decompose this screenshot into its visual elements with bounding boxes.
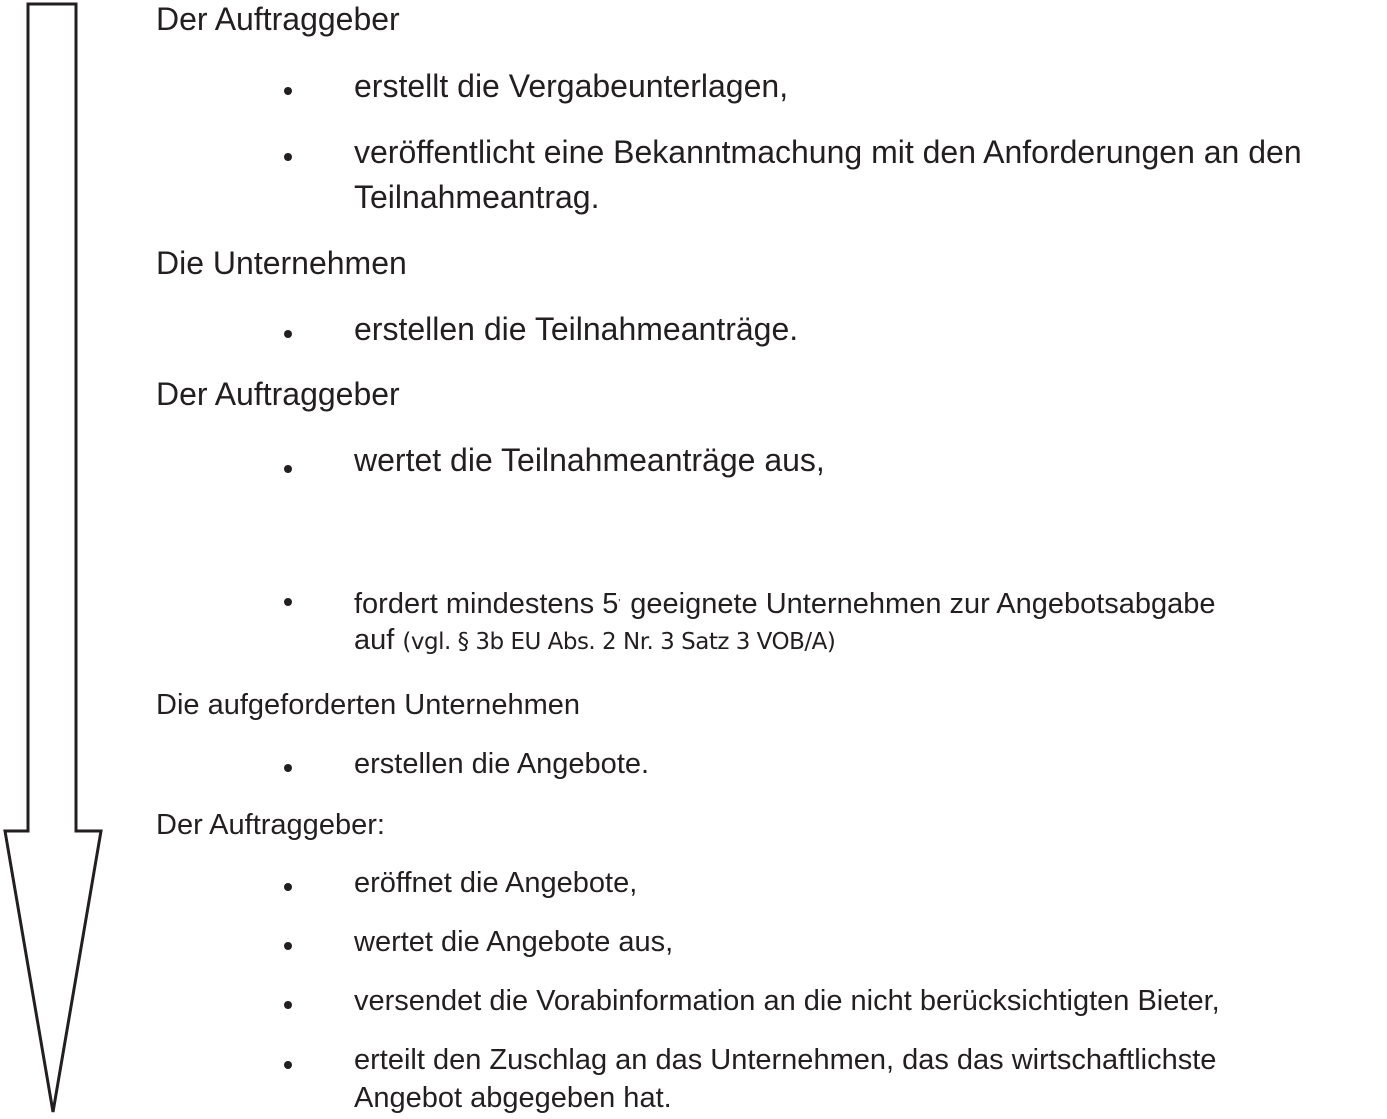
bullet-dot	[284, 942, 292, 950]
list-item-bekanntmachung-line2: Teilnahmeantrag.	[354, 179, 600, 215]
bullet-dot	[284, 598, 292, 606]
list-item-zuschlag-line2: Angebot abgegeben hat.	[354, 1082, 672, 1114]
list-item-teilnahmeantraege-erstellen: erstellen die Teilnahmeanträge.	[354, 311, 799, 347]
list-item-angebote-auswerten: wertet die Angebote aus,	[354, 926, 674, 958]
section-heading-auftraggeber-1: Der Auftraggeber	[156, 1, 400, 37]
aufforderung-text-b: geeignete Unternehmen zur Angebotsabgabe	[630, 588, 1216, 620]
list-item-teilnahmeantraege-auswerten: wertet die Teilnahmeanträge aus,	[354, 442, 825, 478]
bullet-dot	[284, 883, 292, 891]
bullet-dot	[284, 87, 292, 95]
bullet-dot	[284, 1061, 292, 1069]
legal-reference: (vgl. § 3b EU Abs. 2 Nr. 3 Satz 3 VOB/A)	[402, 629, 836, 655]
section-heading-auftraggeber-2: Der Auftraggeber	[156, 376, 400, 412]
list-item-angebote-erstellen: erstellen die Angebote.	[354, 748, 650, 780]
aufforderung-text-auf: auf	[354, 624, 395, 656]
list-item-vergabeunterlagen: erstellt die Vergabeunterlagen,	[354, 68, 789, 104]
list-item-bekanntmachung-line1: veröffentlicht eine Bekanntmachung mit den Anforderungen an den	[354, 134, 1302, 170]
bullet-dot	[284, 764, 292, 772]
section-heading-unternehmen: Die Unternehmen	[156, 245, 407, 281]
bullet-dot	[284, 1001, 292, 1009]
footnote-mark: '	[618, 598, 621, 609]
list-item-vorabinformation: versendet die Vorabinformation an die nicht berücksichtigten Bieter,	[354, 985, 1220, 1017]
down-arrow-icon	[0, 0, 110, 1119]
list-item-aufforderung-line2	[354, 623, 835, 659]
list-item-aufforderung-line1	[354, 587, 1216, 621]
section-heading-auftraggeber-3: Der Auftraggeber:	[156, 809, 385, 841]
bullet-dot	[284, 153, 292, 161]
bullet-dot	[284, 465, 292, 473]
list-item-angebote-eroeffnen: eröffnet die Angebote,	[354, 867, 638, 899]
aufforderung-text-a: fordert mindestens 5	[354, 588, 619, 620]
bullet-dot	[284, 330, 292, 338]
list-item-zuschlag-line1: erteilt den Zuschlag an das Unternehmen, das das wirtschaftlichste	[354, 1044, 1217, 1076]
section-heading-aufgeforderte-unternehmen: Die aufgeforderten Unternehmen	[156, 689, 580, 721]
